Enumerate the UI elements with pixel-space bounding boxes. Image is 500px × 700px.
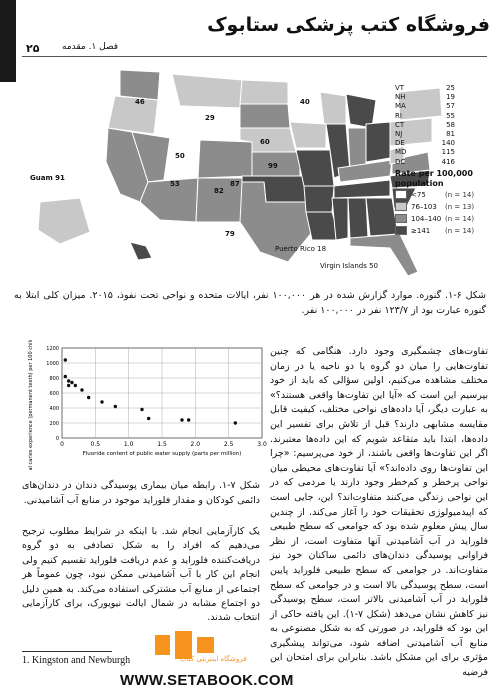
state-rate-row: RI 55 [395,111,455,120]
figure-6-caption: شکل ۶-۱. گنوره. موارد گزارش شده در هر ۱۰۰,۰۰۰ نفر، ایالات متحده و نواحی تحت نفوذ، ۲۰۱۵. میزان کلی ابتلا به گنوره عبارت بود از ۱۲۳/۷ نفر در ۱۰۰,۰۰۰ نفر. [14,290,486,316]
state-nd [240,80,288,104]
x-tick-label: 3.0 [257,441,267,448]
state-rate-row: CT 58 [395,120,455,129]
state-wy [178,106,240,140]
legend-title: Rate per 100,000 population [395,169,473,188]
state-rate-row: MA 57 [395,102,455,111]
store-title: فروشگاه کتب پزشکی ستابوک [207,14,490,36]
state-mt [172,74,242,108]
thumb-tab [0,0,16,82]
scatter-plot-svg [22,340,272,470]
x-tick-label: 0.5 [90,441,101,448]
data-point [234,421,237,424]
legend-swatch [395,190,407,199]
data-point [70,381,73,384]
state-ia [290,122,326,148]
legend-item: 104–140 (n = 14) [395,214,490,223]
state-tn [334,180,390,198]
body-paragraph-right: تفاوت‌های چشمگیری وجود دارد. هنگامی که چنین تفاوت‌هایی را میان دو گروه یا دو ناحیه یا در زمان مختلف مشاهده می‌کنیم، اولین سؤالی که باید از خود بپرسیم این است که «آیا این تفاوت‌ها واقعی هستند؟» به عبارت دیگر، آیا داده‌های نواحی مختلف، کیفیت قابل مقایسه مشابهی دارند؟ قبل از تلاش برای تفسیر این داده‌ها، ابتدا باید متقاعد شویم که این داده‌ها معتبرند. اگر این تفاوت‌ها واقعی باشند، از خود می‌پرسیم: «چرا این تفاوت‌ها روی داده‌اند؟» آیا تفاوت‌های محیطی میان نواحی پرخطر و کم‌خطر وجود دارند یا مردمی که در این نواحی زندگی می‌کنند متفاوت‌اند؟ این، جایی است که اپیدمیولوژی تحقیقات خود را آغاز می‌کند. از چندین سال پیش معلوم شده بود که جوامعی که سطح طبیعی فلوراید در آب آشامیدنی آنها متفاوت است، از نظر فراوانی پوسیدگی دندان‌های دائمی ساکنان خود نیز متفاوت‌اند. در جوامعی که سطح طبیعی فلوراید پایین است، سطح پوسیدگی بالا است و در جوامعی که سطح فلوراید در آب آشامیدنی بالاتر است، سطح پوسیدگی نیز کاهش نشان می‌دهد (شکل ۷-۱). این یافته حاکی از این بود که فلوراید، در صورتی که به شکل مصنوعی به منابع آب آشامیدنی اضافه شود، می‌تواند پیشگیری مؤثری برای این مشکل باشد. بنابراین برای امتحان این فرضیه [270,346,488,679]
data-point [64,358,67,361]
y-tick-label: 1200 [46,346,59,352]
y-tick-label: 800 [49,376,59,382]
map-value: 46 [135,98,145,106]
legend-item: <75 (n = 14) [395,190,490,199]
page-number: ۲۵ [26,42,40,55]
puerto-rico-label: Puerto Rico 18 [275,245,327,253]
data-point [187,418,190,421]
y-axis-label: Dental caries experience (permanent teeth) per 100 children examined [28,340,34,470]
state-co [198,140,252,178]
state-wa [120,70,160,100]
state-rate-row: DC 416 [395,157,455,166]
state-rate-row: VT 25 [395,84,455,92]
map-value: 50 [175,152,185,160]
legend-swatch [395,226,407,235]
virgin-islands-label: Virgin Islands 50 [320,262,378,270]
legend-swatch [395,214,407,223]
x-tick-label: 1.0 [123,441,134,448]
map-value: 79 [225,230,235,238]
y-tick-label: 1000 [46,361,59,367]
state-al [348,198,368,238]
x-tick-label: 2.0 [190,441,201,448]
legend-item: ≥141 (n = 14) [395,226,490,235]
body-paragraph-left: یک کارآزمایی انجام شد. با اینکه در شرایط مطلوب ترجیح می‌دهیم که افراد را به شکل تصادفی به دو گروه دریافت‌کننده فلوراید و عدم دریافت فلوراید تقسیم کنیم ولی انجام این کار با آب آشامیدنی ممکن نبود، چون عموماً هر اجتماعی از منابع آب مشترکی استفاده می‌کند. به همین دلیل دو اجتماع مشابه در شمال ایالت نیویورک، برای کارآزمایی انتخاب شدند. [22,526,260,624]
footnote: 1. Kingston and Newburgh [22,655,131,666]
state-or [108,96,158,134]
footnote-rule [22,651,112,652]
map-value: 40 [300,98,310,106]
x-tick-label: 0 [60,441,64,448]
data-point [64,375,67,378]
data-point [100,400,103,403]
data-point [180,418,183,421]
watermark-url: WWW.SETABOOK.COM [120,672,294,689]
map-value: 53 [170,180,180,188]
x-tick-label: 1.5 [157,441,167,448]
state-wi [320,92,346,124]
state-rate-row: DE 140 [395,139,455,148]
map-value: 29 [205,114,215,122]
y-tick-label: 0 [55,436,59,442]
state-ak [38,198,90,244]
gonorrhea-map-figure [20,62,490,277]
data-point [67,379,70,382]
data-point [114,405,117,408]
state-hi [130,242,152,260]
state-az [140,178,198,222]
map-value: 82 [214,187,224,195]
data-point [80,388,83,391]
state-in [348,128,366,170]
fluoride-scatter-figure [22,340,272,470]
state-sd [240,104,290,128]
header-rule [22,56,487,57]
map-value: 60 [260,138,270,146]
state-rate-table [395,84,455,167]
map-value: 87 [230,180,240,188]
legend-swatch [395,202,407,211]
state-rate-row: MD 115 [395,148,455,157]
legend-item: 76–103 (n = 13) [395,202,490,211]
watermark-tagline: فروشگاه اینترنتی کتاب [180,655,247,663]
state-rate-row: NH 19 [395,93,455,102]
state-oh [366,122,390,162]
chapter-label: فصل ۱. مقدمه [62,42,119,52]
y-tick-label: 200 [49,421,59,427]
state-rate-row: NJ 81 [395,129,455,138]
x-tick-label: 2.5 [223,441,234,448]
figure-7-caption: شکل ۷-۱. رابطه میان بیماری پوسیدگی دندان در دندان‌های دائمی کودکان و مقدار فلوراید موجود در منابع آب آشامیدنی. [22,480,260,506]
state-ar [304,186,334,212]
y-tick-label: 600 [49,391,59,397]
state-mi [346,94,376,128]
map-value: 99 [268,162,278,170]
data-point [87,396,90,399]
x-axis-label: Fluoride content of public water supply (parts per million) [82,451,242,457]
data-point [147,417,150,420]
data-point [74,384,77,387]
guam-label: Guam 91 [30,174,65,182]
y-tick-label: 400 [49,406,59,412]
data-point [67,384,70,387]
data-point [140,408,143,411]
